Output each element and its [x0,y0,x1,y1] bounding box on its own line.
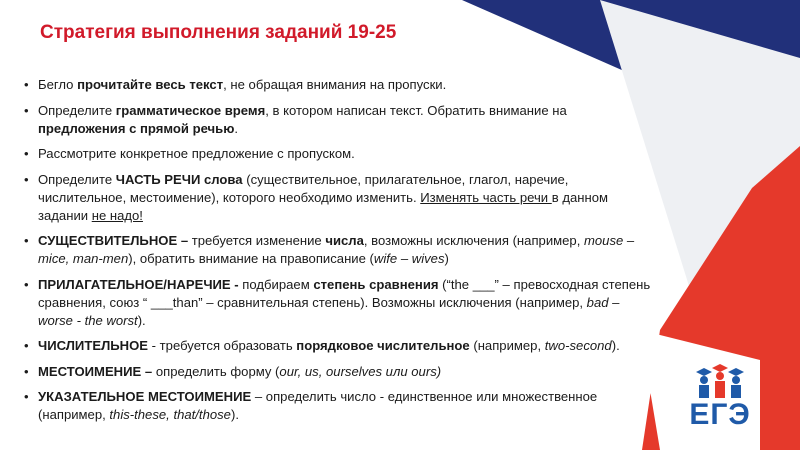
bullet-text-segment: , не обращая внимания на пропуски. [223,77,447,92]
bullet-text-segment: ПРИЛАГАТЕЛЬНОЕ/НАРЕЧИЕ - [38,276,239,292]
ege-logo [680,362,760,434]
bullet-text-segment: (существительное, прилагательное, глагол, наречие, числительное, местоимение), которого необходимо изменить. [38,171,569,205]
bullet-item [24,337,656,355]
bullet-text-segment: СУЩЕСТВИТЕЛЬНОЕ – [38,233,189,248]
bullet-text-segment: Рассмотрите конкретное предложение с пропуском. [38,146,355,161]
bullet-text-segment: МЕСТОИМЕНИЕ – [38,363,153,379]
bullet-text-segment: ЧИСЛИТЕЛЬНОЕ [38,338,149,353]
bullet-text-segment: bad – worse - the worst [38,294,620,328]
bullet-text-segment: степень сравнения [313,276,439,292]
bullet-text-segment: Бегло [38,77,78,92]
bullet-item [24,145,656,163]
bullet-item [24,232,656,268]
bullet-text-segment: ). [137,312,146,328]
bullet-text-segment: ) [444,251,449,266]
bullet-item [24,102,656,138]
bullet-text-segment: (“the ___” – превосходная степень сравнения, союз “ ___than” – сравнительная степень). Возможны исключения (например, [38,276,651,310]
bullet-text-segment: ). [230,407,239,422]
bullet-text-segment: (например, [469,338,545,353]
bullet-text-segment: Определите [38,171,116,187]
bullet-text-segment: – [397,251,412,266]
bullet-text-segment: , в котором написан текст. Обратить внимание на [265,102,567,118]
bullet-text-segment: УКАЗАТЕЛЬНОЕ МЕСТОИМЕНИЕ [38,389,252,404]
bullet-text-segment: определить форму ( [152,363,280,379]
bullet-item [24,388,656,424]
bullet-text-segment: ), обратить внимание на правописание ( [128,251,374,266]
bullet-text-segment: mouse – mice, man-men [38,233,635,266]
bullet-list [24,76,656,432]
bullet-item [24,76,656,94]
bullet-text-segment: Изменять часть речи [420,189,552,205]
bullet-text-segment: our, us, ourselves или ours) [279,363,442,379]
slide-title: Стратегия выполнения заданий 19-25 [40,22,397,43]
bullet-item [24,276,656,330]
bullet-text-segment: Определите [38,102,116,118]
bullet-text-segment: wives [411,251,445,266]
bullet-text-segment: в данном задании [38,189,609,223]
bullet-text-segment: подбираем [238,276,314,292]
bullet-text-segment: two-second [544,338,612,353]
bullet-text-segment: числа [325,233,364,248]
bullet-text-segment: . [234,120,239,136]
bullet-item [24,171,656,225]
bullet-text-segment: wife [373,251,398,266]
logo-text: ЕГЭ [689,398,751,431]
bullet-text-segment: , возможны исключения (например, [363,233,584,248]
bullet-text-segment: ). [611,338,620,353]
bullet-text-segment: не надо! [91,207,143,223]
bullet-text-segment: - требуется образовать [148,338,297,353]
students-icon [680,362,760,402]
bullet-text-segment: предложения с прямой речью [38,120,235,136]
bullet-text-segment: порядковое числительное [296,338,470,353]
bullet-text-segment: прочитайте весь текст [77,77,224,92]
bullet-text-segment: ЧАСТЬ РЕЧИ слова [115,171,243,187]
bullet-text-segment: – определить число - единственное или множественное (например, [38,389,598,422]
bullet-text-segment: this-these, that/those [109,407,231,422]
bullet-item [24,363,656,381]
bullet-text-segment: требуется изменение [188,233,326,248]
bullet-text-segment: грамматическое время [115,102,266,118]
